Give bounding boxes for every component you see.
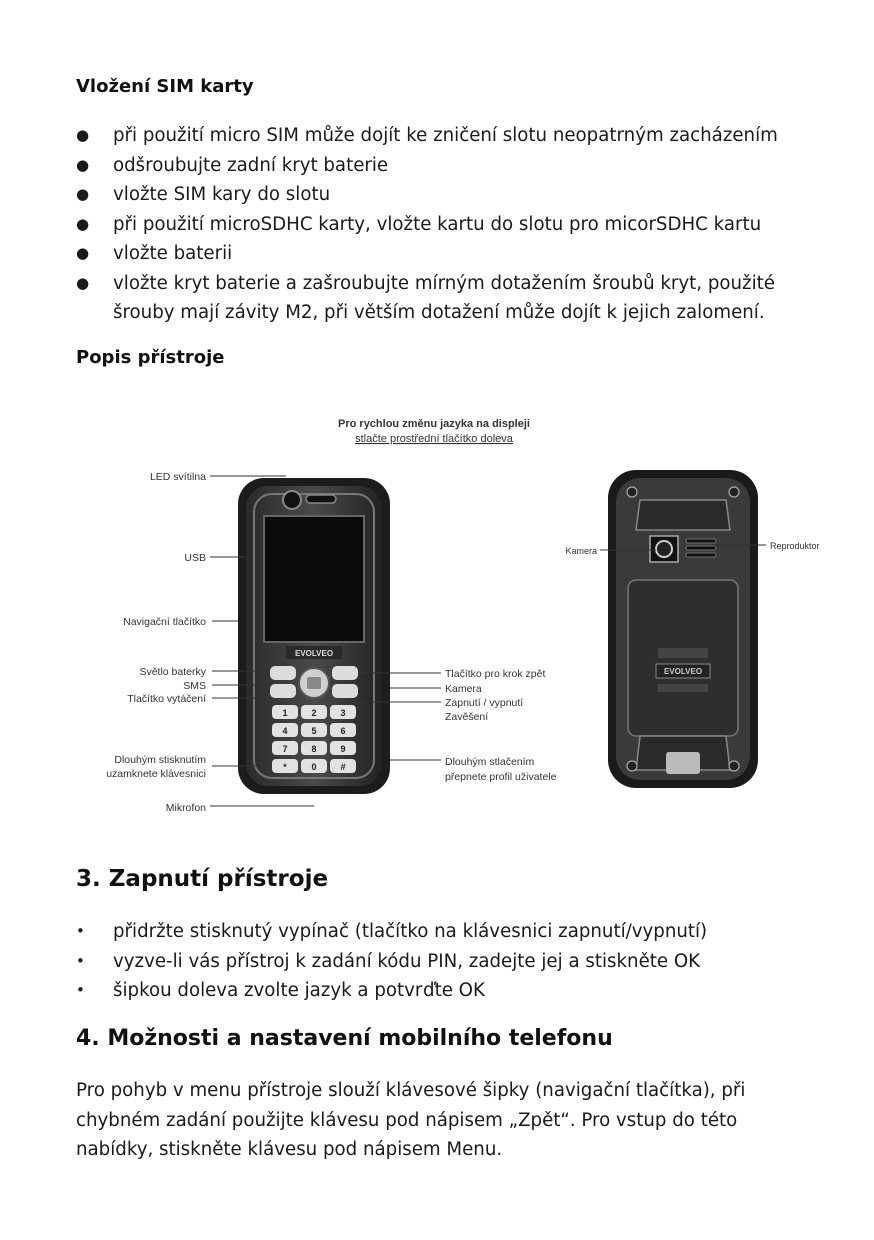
svg-text:3: 3 [340,708,346,718]
bullet-icon: • [76,981,85,999]
keypad-key [330,705,356,719]
call-key [270,684,296,698]
label-microphone: Mikrofon [165,802,206,814]
label-camera-front: Kamera [445,683,482,695]
device-diagram [100,400,830,830]
label-usb: USB [184,552,206,564]
phone-back-image [608,470,758,788]
bullet-icon: ● [76,214,90,233]
list-item: ● při použití microSDHC karty, vložte kartu do slotu pro micorSDHC kartu [76,210,816,240]
label-lock-line2: uzamknete klávesnici [106,768,206,780]
svg-text:6: 6 [340,726,346,736]
svg-text:8: 8 [311,744,317,754]
label-speaker: Reproduktor [770,541,820,551]
keypad-key [330,759,356,773]
bullet-icon: ● [76,126,90,144]
section-heading-sim: Vložení SIM karty [76,76,254,97]
label-back: Tlačítko pro krok zpět [445,668,546,680]
label-hangup: Zavěšení [445,711,489,723]
list-item: ● vložte SIM kary do slotu [76,180,816,210]
speaker-grille-icon [686,539,716,557]
list-item: ● vložte kryt baterie a zašroubujte mírným dotažením šroubů kryt, použité šrouby mají závity M2, při větším dotažení může dojít k jejich zalomení. [76,269,816,328]
ok-key [307,677,321,689]
bullet-icon: ● [76,185,90,203]
keypad-key [301,723,327,737]
menu-key [270,666,296,680]
keypad-key [301,705,327,719]
label-battery-light: Světlo baterky [139,666,206,678]
label-power: Zapnutí / vypnutí [445,697,524,709]
sim-instructions-list [76,121,816,328]
bottom-port-cover [666,752,700,774]
svg-text:2: 2 [311,708,317,718]
keypad-key [272,759,298,773]
earpiece-icon [306,495,336,503]
svg-text:9: 9 [340,744,346,754]
label-camera-back: Kamera [565,546,597,556]
display-screen [264,516,364,642]
label-navigation: Navigační tlačítko [123,616,206,628]
keypad-key [301,741,327,755]
svg-text:1: 1 [282,708,288,718]
list-item: ● odšroubujte zadní kryt baterie [76,151,816,181]
section-heading-options: 4. Možnosti a nastavení mobilního telefonu [76,1026,613,1051]
back-brand-logo: EVOLVEO [663,667,703,676]
keypad-key [272,723,298,737]
label-dial: Tlačítko vytáčení [127,693,206,705]
power-on-list [76,917,816,1006]
section-heading-power-on: 3. Zapnutí přístroje [76,866,329,892]
keypad-key [272,741,298,755]
list-item: ● vložte baterii [76,239,816,269]
svg-text:5: 5 [311,726,317,736]
keypad-key [330,723,356,737]
back-camera-icon [656,541,672,557]
list-item: ● při použití micro SIM může dojít ke zničení slotu neopatrným zacházením [76,121,816,151]
hangup-key [332,684,358,698]
bullet-icon: ● [76,273,90,292]
bullet-icon: • [76,922,85,940]
label-sms: SMS [183,680,206,692]
keypad-key [272,705,298,719]
list-item: • šipkou doleva zvolte jazyk a potvrďte OK [76,976,816,1006]
back-key [332,666,358,680]
label-led: LED svítilna [149,471,206,483]
bullet-icon: • [76,951,85,970]
options-paragraph: Pro pohyb v menu přístroje slouží klávesové šipky (navigační tlačítka), při chybném zadání použijte klávesu pod nápisem „Zpět“. Pro vstup do této nabídky, stiskněte klávesu pod nápisem Menu. [76,1080,746,1160]
section-heading-device: Popis přístroje [76,347,225,368]
svg-text:*: * [283,762,287,772]
label-lock-line1: Dlouhým stisknutím [114,754,206,766]
list-item: • vyzve-li vás přístroj k zadání kódu PIN, zadejte jej a stiskněte OK [76,947,816,977]
bullet-icon: ● [76,155,90,174]
label-profile-line1: Dlouhým stlačením [445,756,535,768]
svg-text:7: 7 [282,744,288,754]
label-profile-line2: přepnete profil uživatele [445,771,557,783]
keypad-key [301,759,327,773]
led-flashlight-icon [283,491,301,509]
svg-text:0: 0 [311,762,317,772]
bullet-icon: ● [76,244,90,262]
diagram-caption-title: Pro rychlou změnu jazyka na displeji [338,418,530,430]
brand-logo: EVOLVEO [294,649,334,658]
keypad-key [330,741,356,755]
svg-text:4: 4 [282,726,288,736]
diagram-caption-subtitle: stlačte prostřední tlačítko doleva [355,433,513,445]
svg-text:#: # [340,762,346,772]
list-item: • přidržte stisknutý vypínač (tlačítko na klávesnici zapnutí/vypnutí) [76,917,816,947]
